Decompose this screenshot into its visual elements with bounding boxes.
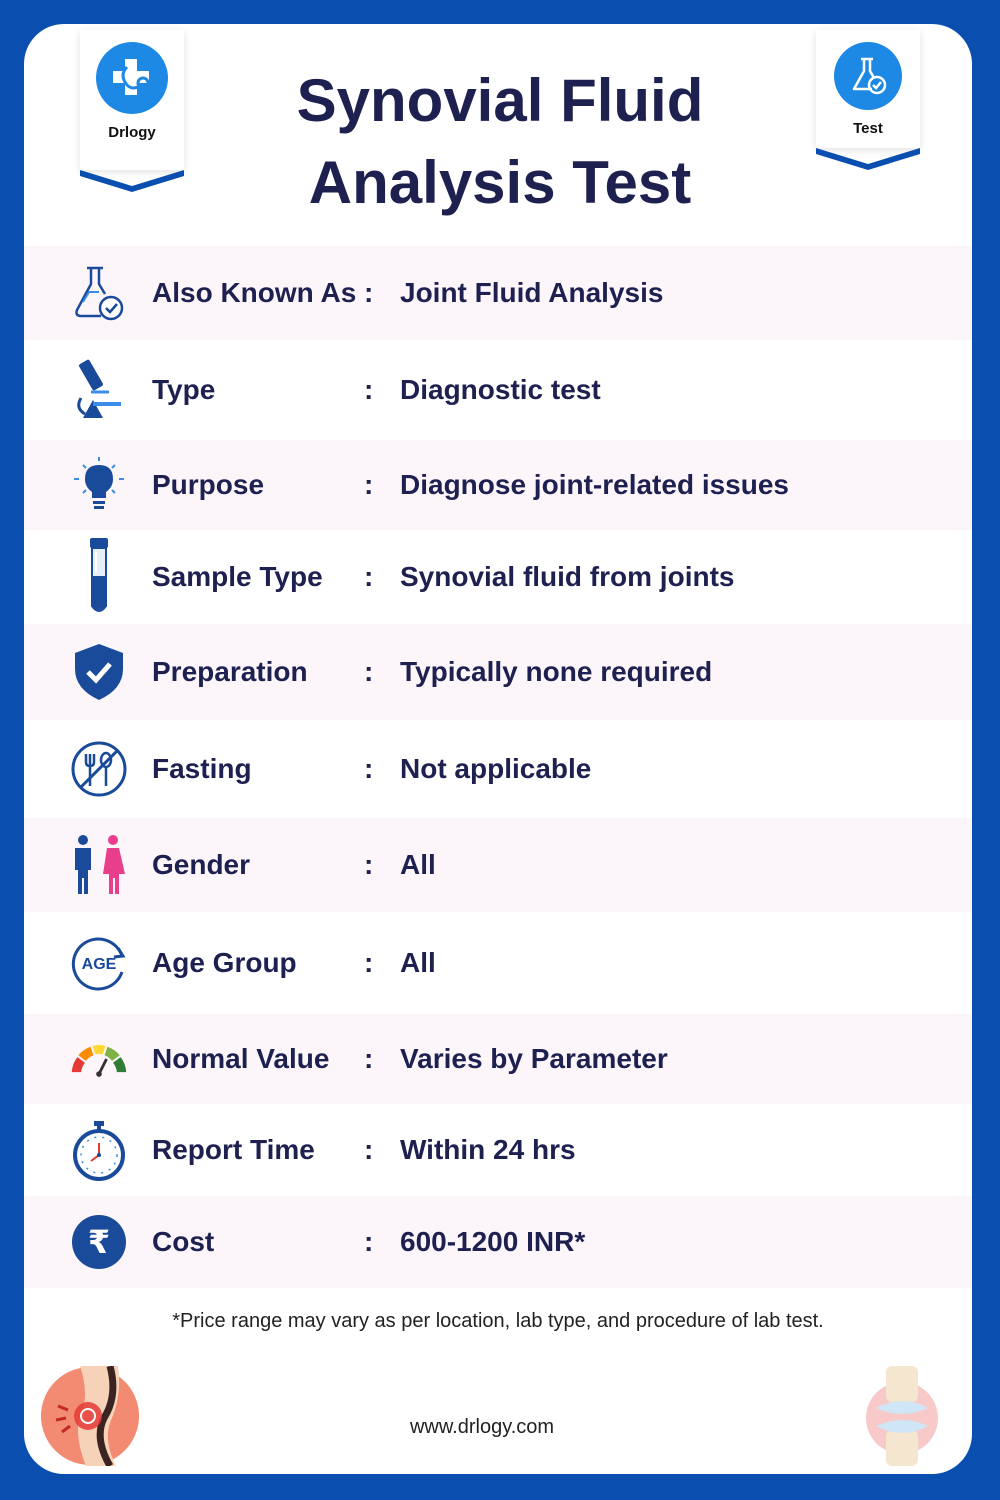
row-colon: : (364, 374, 374, 405)
row-colon: : (364, 277, 374, 308)
info-card (24, 24, 972, 1474)
row-fasting (24, 720, 972, 818)
age-icon (68, 932, 130, 994)
row-value: Synovial fluid from joints (400, 561, 735, 592)
row-also-known-as (24, 246, 972, 340)
row-value: Joint Fluid Analysis (400, 277, 664, 308)
website-link[interactable]: www.drlogy.com (409, 1416, 555, 1438)
row-value: Diagnose joint-related issues (400, 469, 789, 500)
male-female-icon (68, 834, 130, 896)
row-label: Type (152, 374, 216, 405)
row-age-group (24, 912, 972, 1014)
row-cost (24, 1196, 972, 1288)
row-colon: : (364, 469, 374, 500)
row-colon: : (364, 1134, 374, 1165)
row-label: Fasting (152, 753, 252, 784)
row-colon: : (364, 656, 374, 687)
test-badge[interactable] (816, 30, 920, 148)
stopwatch-icon (68, 1119, 130, 1181)
row-label: Report Time (152, 1134, 315, 1165)
flask-check-icon (834, 42, 902, 110)
test-label: Test (853, 120, 883, 137)
row-value: All (400, 947, 436, 978)
row-value: Not applicable (400, 753, 592, 784)
page-title (244, 60, 756, 224)
row-label: Cost (152, 1226, 215, 1257)
test-tube-icon (68, 535, 130, 619)
row-label: Age Group (152, 947, 297, 978)
shield-check-icon (68, 641, 130, 703)
microscope-icon (68, 359, 130, 421)
row-type (24, 340, 972, 440)
gauge-meter-icon (68, 1028, 130, 1090)
row-label: Preparation (152, 656, 308, 687)
row-colon: : (364, 1043, 374, 1074)
ribbon-decoration (80, 166, 184, 192)
no-fork-spoon-icon (68, 738, 130, 800)
row-colon: : (364, 1226, 374, 1257)
title-line-1: Synovial Fluid (296, 67, 704, 134)
row-value: Within 24 hrs (400, 1134, 576, 1165)
row-value: Varies by Parameter (400, 1043, 668, 1074)
rupee-icon (68, 1211, 130, 1273)
info-list (24, 246, 972, 1288)
row-label: Also Known As (152, 277, 357, 308)
row-report-time (24, 1104, 972, 1196)
age-icon-text: AGE (81, 956, 117, 973)
flask-check-icon (68, 262, 130, 324)
price-footnote: *Price range may vary as per location, lab type, and procedure of lab test. (172, 1310, 824, 1332)
row-label: Gender (152, 849, 251, 880)
row-value: All (400, 849, 436, 880)
row-label: Purpose (152, 469, 265, 500)
title-line-2: Analysis Test (308, 149, 692, 216)
row-colon: : (364, 849, 374, 880)
row-value: 600-1200 INR* (400, 1226, 586, 1257)
lightbulb-icon (68, 454, 130, 516)
row-label: Normal Value (152, 1043, 330, 1074)
row-colon: : (364, 561, 374, 592)
knee-joint-illustration (862, 1366, 942, 1466)
ribbon-decoration (816, 144, 920, 170)
row-label: Sample Type (152, 561, 323, 592)
row-normal-value (24, 1014, 972, 1104)
medical-cross-stethoscope-icon (96, 42, 168, 114)
row-purpose (24, 440, 972, 530)
brand-label: Drlogy (108, 124, 156, 141)
row-colon: : (364, 947, 374, 978)
row-gender (24, 818, 972, 912)
row-preparation (24, 624, 972, 720)
row-value: Diagnostic test (400, 374, 601, 405)
brand-badge[interactable] (80, 30, 184, 170)
row-sample-type (24, 530, 972, 624)
row-colon: : (364, 753, 374, 784)
rupee-symbol: ₹ (87, 1223, 111, 1261)
row-value: Typically none required (400, 656, 713, 687)
